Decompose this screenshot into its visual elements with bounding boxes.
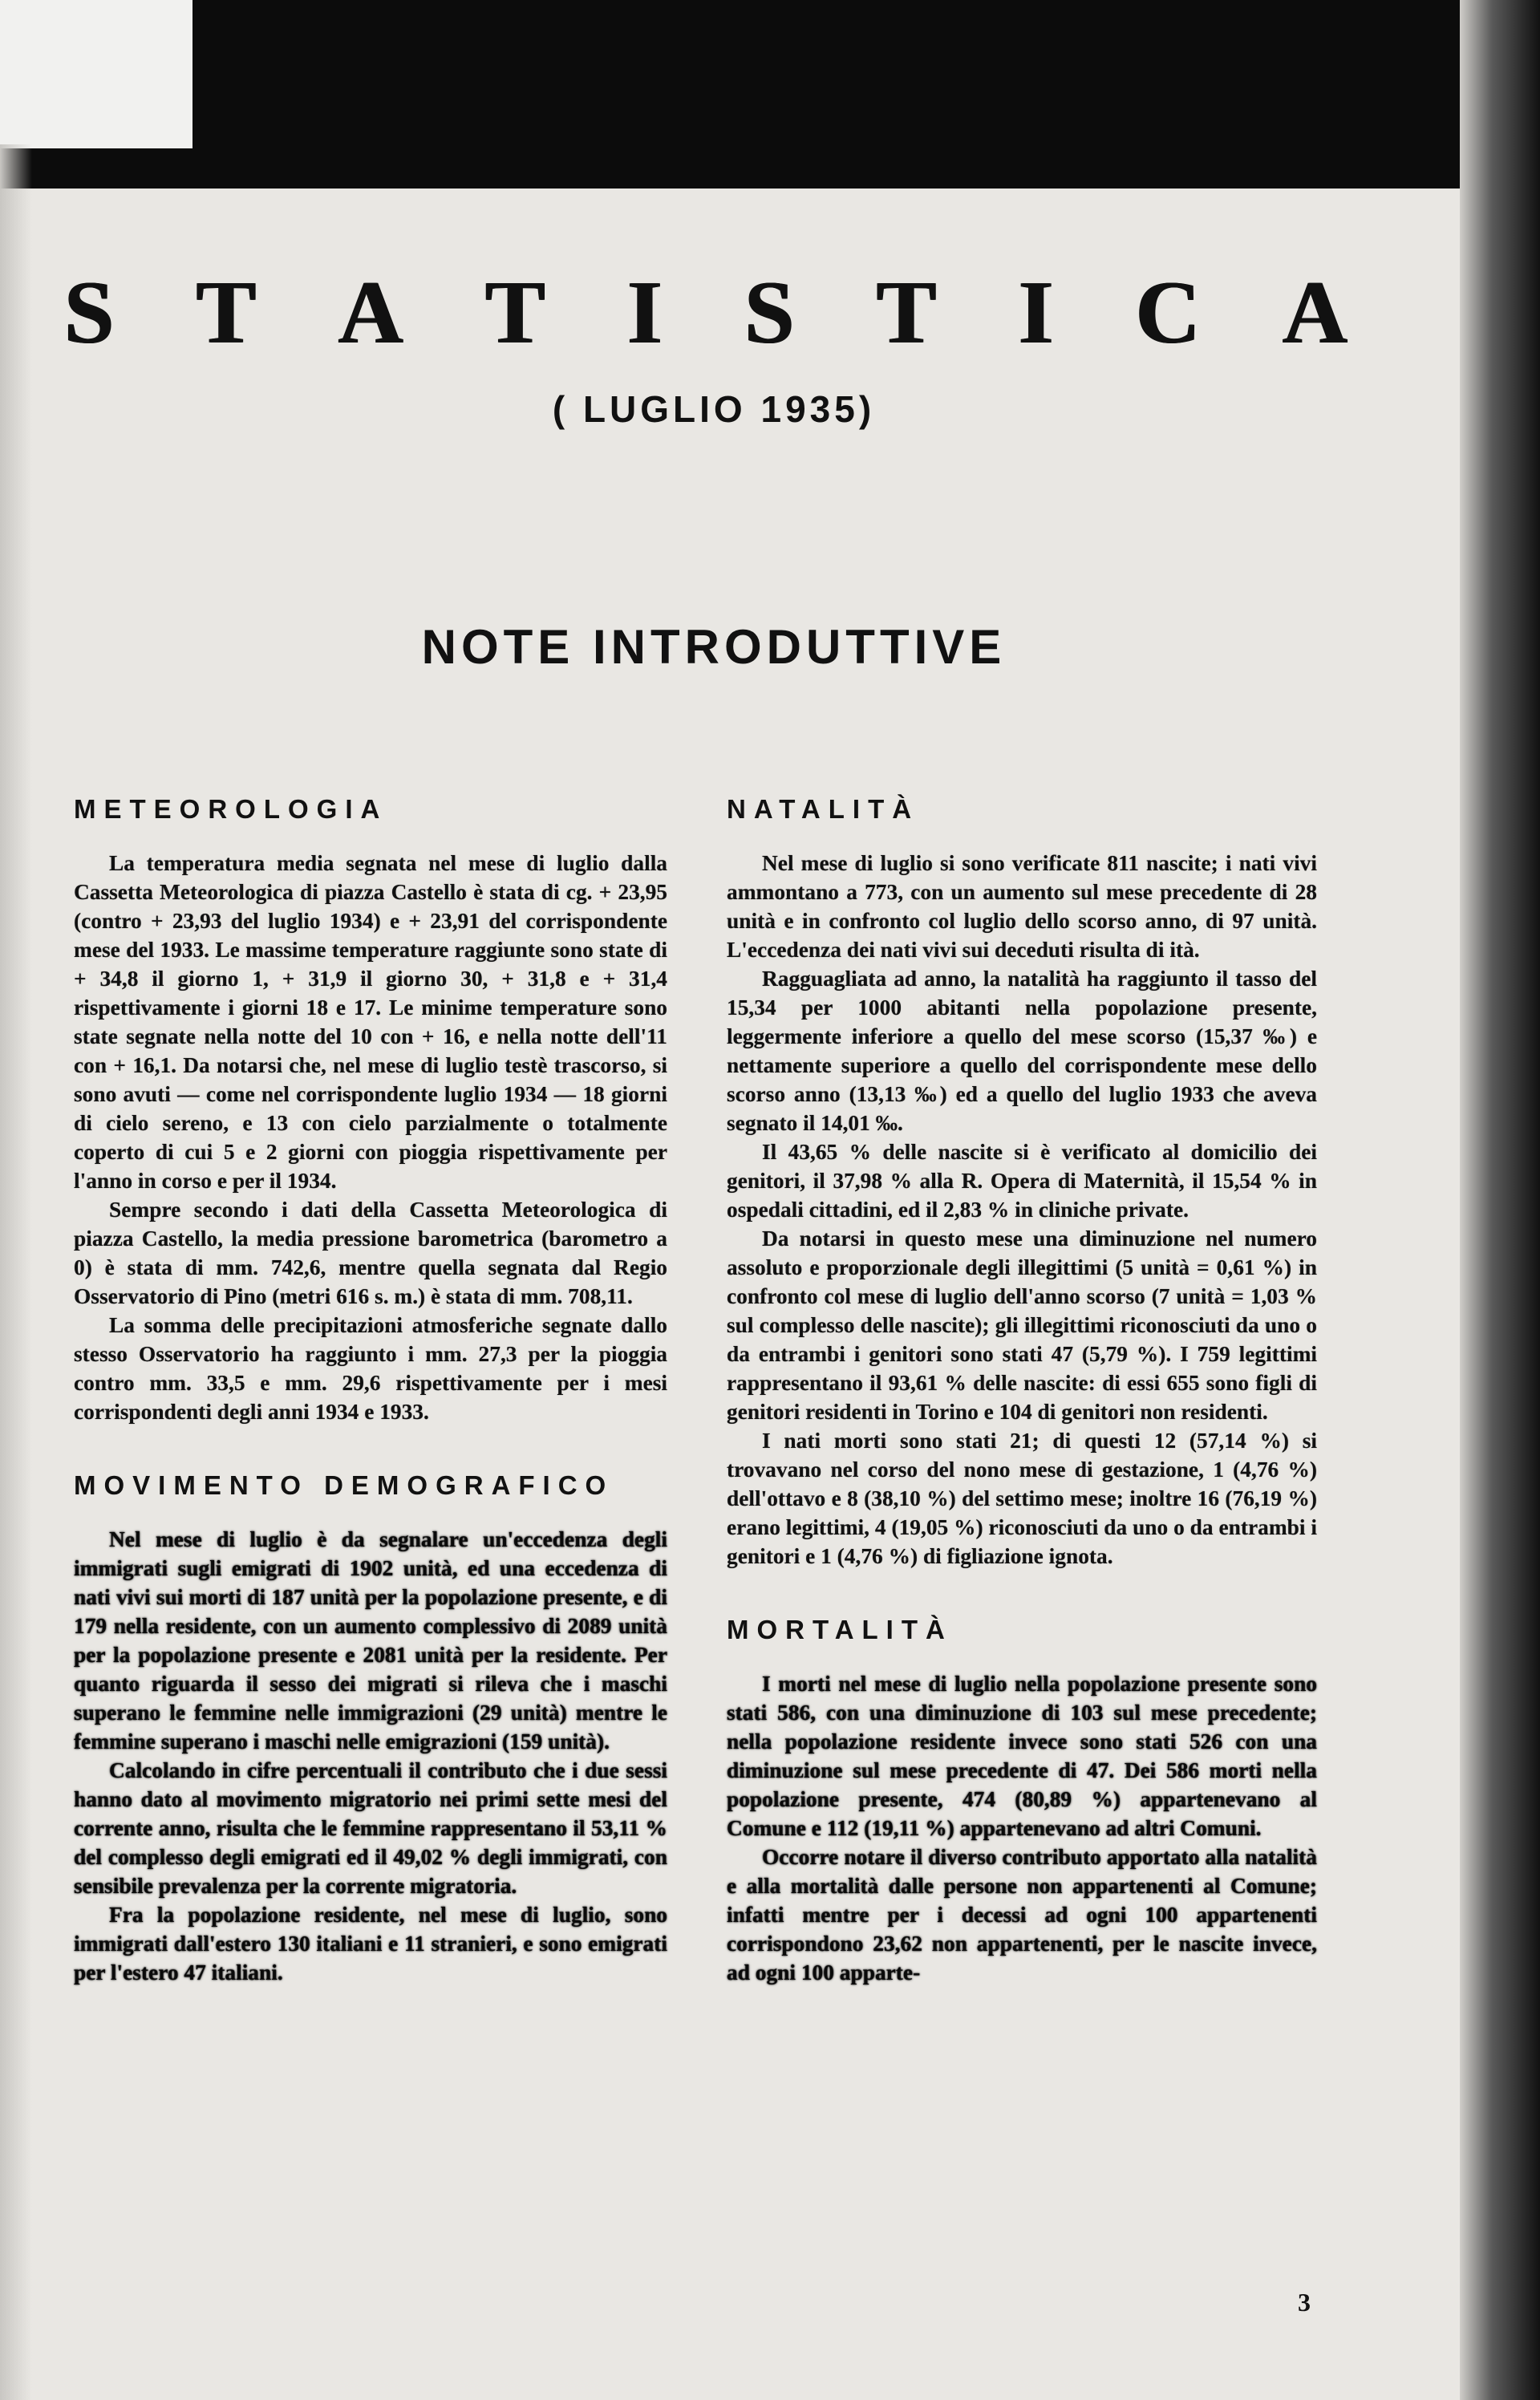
paragraph: I morti nel mese di luglio nella popolazione presente sono stati 586, con una diminuzione di 103 sul mese precedente; nella popolazione residente invece sono stati 526 con una diminuzione sul mese precedente di 47. Dei 586 morti nella popolazione presente, 474 (80,89 %) appartenevano al Comune e 112 (19,11 %) appartenevano ad altri Comuni. — [727, 1672, 1317, 1840]
title-letter: I — [1018, 263, 1054, 363]
paragraph: Sempre secondo i dati della Cassetta Meteorologica di piazza Castello, la media pressione barometrica (barometro a 0) è stata di mm. 742,6, mentre quella segnata dal Regio Osservatorio di Pino (metri 616 s. m.) è stata di mm. 708,11. — [74, 1198, 667, 1308]
meteorologia-section — [74, 794, 667, 1426]
paragraph: Occorre notare il diverso contributo apportato alla natalità e alla mortalità dalle persone non appartenenti al Comune; infatti mentre per i decessi ad ogni 100 appartenenti corrispondono 23,62 non appartenenti, per le nascite invece, ad ogni 100 apparte- — [727, 1845, 1317, 1984]
paragraph: Fra la popolazione residente, nel mese di luglio, sono immigrati dall'estero 130 italiani e 11 stranieri, e sono emigrati per l'estero 47 italiani. — [74, 1903, 667, 1984]
mortalita-section — [727, 1615, 1317, 1987]
paragraph: Ragguagliata ad anno, la natalità ha raggiunto il tasso del 15,34 per 1000 abitanti nella popolazione presente, leggermente inferiore a quello del mese scorso (15,37 ‰) e nettamente superiore a quello del corrispondente mese dello scorso anno (13,13 ‰) ed a quello del luglio 1933 che aveva segnato il 14,01 ‰. — [727, 967, 1317, 1135]
section-title: NOTE INTRODUTTIVE — [421, 620, 1007, 674]
title-letter: S — [64, 263, 115, 363]
movimento-heading: MOVIMENTO DEMOGRAFICO — [74, 1470, 614, 1500]
paragraph: Nel mese di luglio si sono verificate 811 nascite; i nati vivi ammontano a 773, con un aumento sul mese precedente di 28 unità e in confronto col luglio dello scorso anno, di 97 unità. L'eccedenza dei nati vivi sui deceduti risulta di ità. — [727, 851, 1317, 962]
natalita-heading: NATALITÀ — [727, 794, 920, 824]
subtitle-date: ( LUGLIO 1935) — [552, 388, 876, 430]
title-letter: T — [196, 263, 257, 363]
meteorologia-heading: METEOROLOGIA — [74, 794, 388, 824]
title-letter: T — [876, 263, 937, 363]
paragraph: Il 43,65 % delle nascite si è verificato al domicilio dei genitori, il 37,98 % alla R. Opera di Maternità, il 15,54 % in ospedali cittadini, ed il 2,83 % in cliniche private. — [727, 1140, 1317, 1222]
paragraph: I nati morti sono stati 21; di questi 12 (57,14 %) si trovavano nel corso del nono mese di gestazione, 1 (4,76 %) dell'ottavo e 8 (38,10 %) del settimo mese; inoltre 16 (76,19 %) erano legittimi, 4 (19,05 %) riconosciuti da uno o da entrambi i genitori e 1 (4,76 %) di figliazione ignota. — [727, 1429, 1317, 1568]
paragraph: Calcolando in cifre percentuali il contributo che i due sessi hanno dato al movimento migratorio nei primi sette mesi del corrente anno, risulta che le femmine rappresentano il 53,11 % del complesso degli emigrati ed il 49,02 % degli immigrati, con sensibile prevalenza per la corrente migratoria. — [74, 1758, 667, 1898]
left-column — [74, 794, 667, 1987]
title-letter: I — [627, 263, 663, 363]
paragraph: Da notarsi in questo mese una diminuzione nel numero assoluto e proporzionale degli illegittimi (5 unità = 0,61 %) in confronto col mese di luglio dell'anno scorso (7 unità = 1,03 % sul complesso delle nascite); gli illegittimi riconosciuti da uno o da entrambi i genitori sono stati 47 (5,79 %). I 759 legittimi rappresentano il 93,61 % delle nascite: di essi 655 sono figli di genitori residenti in Torino e 104 di genitori non residenti. — [727, 1226, 1317, 1424]
natalita-section — [727, 794, 1317, 1571]
title-letter: A — [1283, 263, 1348, 363]
paragraph: La somma delle precipitazioni atmosferiche segnate dallo stesso Osservatorio ha raggiunto i mm. 27,3 per la pioggia contro mm. 33,5 e mm. 29,6 rispettivamente per i mesi corrispondenti degli anni 1934 e 1933. — [74, 1313, 667, 1424]
right-column — [727, 794, 1317, 1987]
title-letter: S — [744, 263, 795, 363]
mortalita-heading: MORTALITÀ — [727, 1615, 953, 1644]
movimento-section — [74, 1470, 667, 1987]
title-letter: C — [1135, 263, 1201, 363]
paragraph: La temperatura media segnata nel mese di luglio dalla Cassetta Meteorologica di piazza Castello è stata di cg. + 23,95 (contro + 23,93 del luglio 1934) e + 23,91 del corrispondente mese del 1933. Le massime temperature raggiunte sono state di + 34,8 il giorno 1, + 31,9 il giorno 30, + 31,8 e + 31,4 rispettivamente i giorni 18 e 17. Le minime temperature sono state segnate nella notte del 10 con + 16, e nella notte dell'11 con + 16,1. Da notarsi che, nel mese di luglio testè trascorso, si sono avuti — come nel corrispondente luglio 1934 — 18 giorni di cielo sereno, e 13 con cielo parzialmente o totalmente coperto di cui 5 e 2 giorni con pioggia rispettivamente per l'anno in corso e per il 1934. — [74, 851, 667, 1193]
title-letter: A — [338, 263, 403, 363]
page-number: 3 — [1298, 2288, 1311, 2317]
main-title — [64, 265, 1348, 361]
paragraph: Nel mese di luglio è da segnalare un'eccedenza degli immigrati sugli emigrati di 1902 unità, ed una eccedenza di nati vivi sui morti di 187 unità per la popolazione presente, e di 179 nella residente, con un aumento complessivo di 2089 unità per la popolazione presente e 2081 unità per la residente. Per quanto riguarda il sesso dei migrati si rileva che i maschi superano le femmine nelle immigrazioni (29 unità) mentre le femmine superano i maschi nelle emigrazioni (159 unità). — [74, 1527, 667, 1753]
title-letter: T — [485, 263, 545, 363]
